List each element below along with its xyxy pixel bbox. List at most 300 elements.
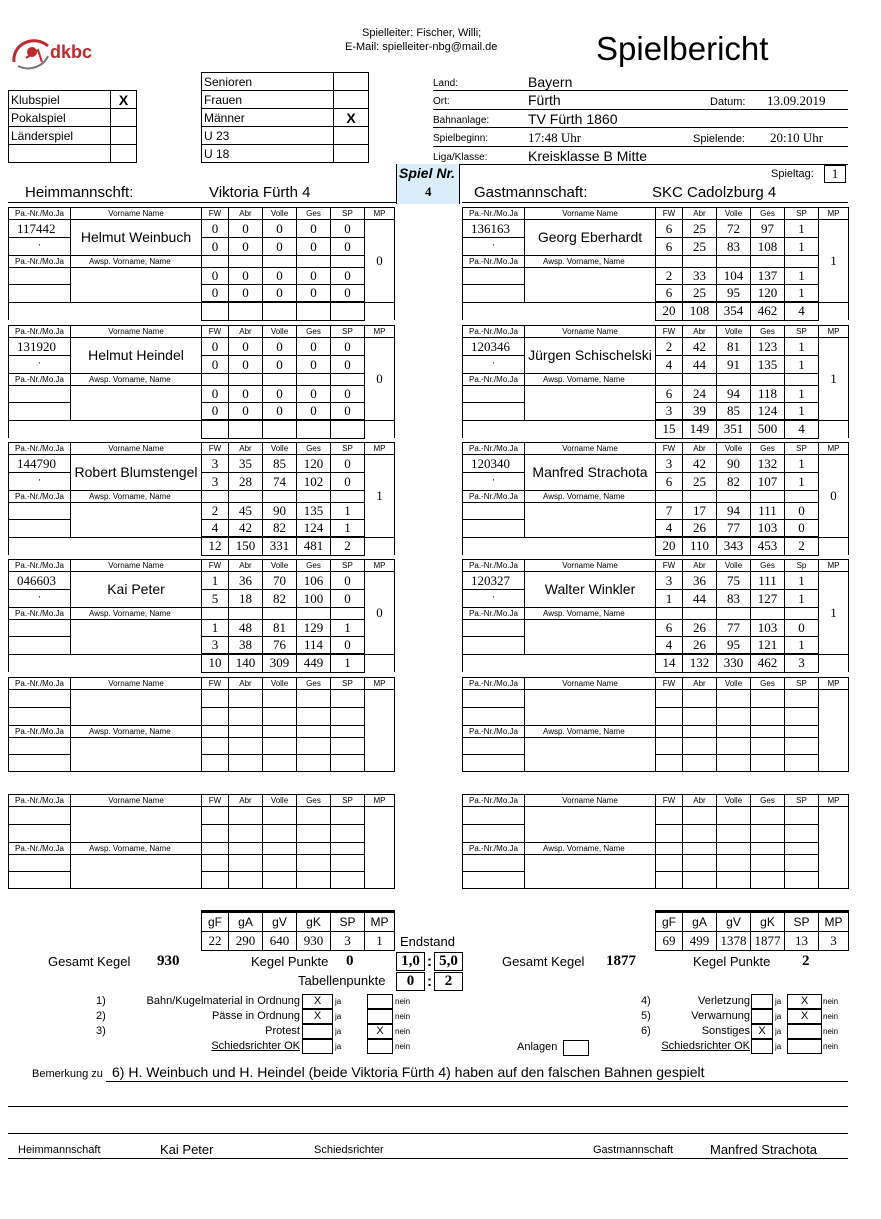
sig-home-name: Kai Peter	[160, 1142, 214, 1157]
pass-header: Pa.-Nr./Mo.Ja	[463, 491, 525, 503]
score-cell	[202, 708, 229, 726]
total-header: gK	[751, 912, 785, 932]
score-cell: 90	[717, 455, 751, 473]
home-gesamt-label: Gesamt Kegel	[48, 954, 131, 969]
score-cell: 0	[331, 338, 365, 356]
check-num: 5)	[641, 1010, 651, 1022]
name-header: Vorname Name	[71, 560, 202, 572]
ges-header: Ges	[751, 795, 785, 807]
score-cell	[785, 690, 819, 708]
score-cell: 0	[331, 238, 365, 256]
check-nein-box[interactable]: X	[367, 1024, 393, 1039]
spacer-cell	[229, 374, 263, 386]
total-cell	[297, 420, 331, 438]
total-cell: 309	[263, 654, 297, 672]
check-nein-box[interactable]	[367, 1039, 393, 1054]
away-player-block	[462, 677, 849, 772]
score-cell	[656, 825, 683, 843]
player-name: Robert Blumstengel	[71, 455, 202, 491]
spacer-cell	[202, 608, 229, 620]
total-cell: 351	[717, 420, 751, 438]
pass-number: 131920	[9, 338, 71, 356]
pass-date	[9, 825, 71, 843]
spacer-cell	[656, 843, 683, 855]
score-cell: 81	[263, 620, 297, 637]
logo-text: dkbc	[50, 42, 93, 62]
score-cell: 2	[202, 503, 229, 520]
abr-header: Abr	[229, 560, 263, 572]
mp-value: 0	[365, 220, 395, 303]
check-ja-box[interactable]	[751, 994, 773, 1009]
pass-header: Pa.-Nr./Mo.Ja	[463, 326, 525, 338]
score-cell: 0	[263, 268, 297, 285]
spacer-cell	[331, 726, 365, 738]
check-nein-box[interactable]	[367, 1009, 393, 1024]
away-team-label: Gastmannschaft:	[474, 184, 588, 201]
score-cell: 81	[717, 338, 751, 356]
check-nein-box[interactable]: X	[787, 994, 822, 1009]
pass-header: Pa.-Nr./Mo.Ja	[463, 795, 525, 807]
total-cell	[331, 420, 365, 438]
pass-number	[9, 807, 71, 825]
empty-cell	[365, 537, 395, 555]
spacer-cell	[656, 491, 683, 503]
volle-header: Volle	[717, 560, 751, 572]
leader-text: Spielleiter: Fischer, Willi;	[362, 27, 482, 39]
score-cell	[331, 755, 365, 772]
score-cell: 42	[683, 455, 717, 473]
awsp-pass	[9, 620, 71, 637]
score-cell	[656, 708, 683, 726]
nein-label: nein	[823, 997, 839, 1006]
ges-header: Ges	[297, 443, 331, 455]
awsp-name	[71, 386, 202, 421]
score-cell: 107	[751, 473, 785, 491]
check-ja-box[interactable]: X	[302, 994, 333, 1009]
ja-label: ja	[775, 1027, 782, 1036]
score-cell: 28	[229, 473, 263, 491]
ja-label: ja	[775, 1012, 782, 1021]
sp-header: SP	[331, 678, 365, 690]
sig-ref-label: Schiedsrichter	[314, 1144, 384, 1156]
pass-date: ,	[463, 590, 525, 608]
check-ja-box[interactable]	[302, 1024, 333, 1039]
fw-header: FW	[656, 560, 683, 572]
spacer-cell	[263, 608, 297, 620]
score-cell	[751, 708, 785, 726]
score-cell	[297, 855, 331, 872]
spiel-nr-value: 4	[425, 184, 432, 199]
anlagen-label: Anlagen	[517, 1041, 558, 1053]
score-cell: 0	[229, 403, 263, 421]
volle-header: Volle	[263, 678, 297, 690]
awsp-pass	[463, 285, 525, 303]
score-cell: 111	[751, 503, 785, 520]
score-cell	[656, 755, 683, 772]
liga-label: Liga/Klasse:	[433, 152, 488, 163]
pass-header: Pa.-Nr./Mo.Ja	[463, 208, 525, 220]
mp-header: MP	[819, 208, 849, 220]
home-player-block	[8, 325, 395, 439]
match-type-label: Länderspiel	[9, 127, 111, 145]
awsp-header: Awsp. Vorname, Name	[525, 726, 656, 738]
score-cell	[331, 825, 365, 843]
away-total-cell: 1877	[751, 932, 785, 951]
player-name: Manfred Strachota	[525, 455, 656, 491]
score-cell: 111	[751, 572, 785, 590]
score-cell	[297, 690, 331, 708]
score-cell: 0	[331, 220, 365, 238]
score-cell: 17	[683, 503, 717, 520]
check-ja-box[interactable]	[751, 1039, 773, 1054]
score-cell: 48	[229, 620, 263, 637]
score-cell: 0	[202, 285, 229, 303]
category-mark: X	[334, 109, 369, 127]
score-cell: 0	[331, 356, 365, 374]
spiel-nr-box	[396, 164, 460, 204]
score-cell: 1	[785, 220, 819, 238]
score-cell: 127	[751, 590, 785, 608]
score-cell: 104	[717, 268, 751, 285]
sig-home-label: Heimmannschaft	[18, 1144, 101, 1156]
spacer-cell	[331, 256, 365, 268]
volle-header: Volle	[717, 795, 751, 807]
abr-header: Abr	[683, 795, 717, 807]
spacer-cell	[229, 256, 263, 268]
score-cell	[751, 807, 785, 825]
endstand-label: Endstand	[400, 934, 455, 949]
check-num: 3)	[96, 1025, 106, 1037]
datum-label: Datum:	[710, 96, 746, 108]
check-ja-box[interactable]	[302, 1039, 333, 1054]
category-mark	[334, 91, 369, 109]
score-cell: 6	[656, 473, 683, 491]
score-cell: 0	[263, 285, 297, 303]
score-cell: 1	[202, 572, 229, 590]
score-cell: 26	[683, 620, 717, 637]
total-cell: 4	[785, 302, 819, 320]
home-team-name: Viktoria Fürth 4	[209, 184, 311, 201]
spacer-cell	[297, 256, 331, 268]
away-gesamt-label: Gesamt Kegel	[502, 954, 585, 969]
fw-header: FW	[202, 443, 229, 455]
score-cell	[683, 690, 717, 708]
awsp-header: Awsp. Vorname, Name	[525, 843, 656, 855]
beginn-value: 17:48 Uhr	[528, 130, 582, 145]
awsp-header: Awsp. Vorname, Name	[71, 491, 202, 503]
total-cell: 343	[717, 537, 751, 555]
nein-label: nein	[823, 1027, 839, 1036]
awsp-pass	[9, 637, 71, 655]
score-cell: 135	[751, 356, 785, 374]
pass-date: ,	[463, 356, 525, 374]
score-cell: 0	[297, 356, 331, 374]
score-cell: 0	[229, 356, 263, 374]
spacer-cell	[751, 608, 785, 620]
score-cell: 0	[331, 572, 365, 590]
score-cell: 0	[785, 503, 819, 520]
away-player-block	[462, 207, 849, 321]
score-cell: 3	[202, 473, 229, 491]
score-cell: 0	[229, 386, 263, 403]
spacer-cell	[229, 843, 263, 855]
score-cell: 0	[229, 268, 263, 285]
score-cell	[263, 755, 297, 772]
total-cell	[297, 302, 331, 320]
pass-header: Pa.-Nr./Mo.Ja	[9, 326, 71, 338]
score-cell: 0	[297, 403, 331, 421]
score-cell: 77	[717, 520, 751, 538]
check-num: 1)	[96, 995, 106, 1007]
spacer-cell	[717, 491, 751, 503]
sig-away-label: Gastmannschaft	[593, 1144, 674, 1156]
pass-header: Pa.-Nr./Mo.Ja	[463, 443, 525, 455]
score-cell: 82	[263, 590, 297, 608]
category-label: Frauen	[202, 91, 334, 109]
check-ja-box[interactable]: X	[302, 1009, 333, 1024]
total-cell: 110	[683, 537, 717, 555]
total-header: gF	[656, 912, 683, 932]
abr-header: Abr	[683, 326, 717, 338]
spacer-cell	[717, 256, 751, 268]
nein-label: nein	[395, 1012, 411, 1021]
check-nein-box[interactable]	[787, 1039, 822, 1054]
total-header: gV	[263, 912, 297, 932]
tab-separator: :	[427, 973, 432, 990]
category-label: Männer	[202, 109, 334, 127]
check-nein-box[interactable]: X	[787, 1009, 822, 1024]
mp-value: 1	[365, 455, 395, 538]
pass-header: Pa.-Nr./Mo.Ja	[9, 208, 71, 220]
total-cell	[202, 420, 229, 438]
score-cell: 0	[202, 356, 229, 374]
score-cell: 1	[331, 503, 365, 520]
spacer-cell	[202, 491, 229, 503]
score-cell	[263, 807, 297, 825]
home-kp-value: 0	[346, 953, 354, 969]
pass-date	[9, 708, 71, 726]
score-cell: 0	[263, 220, 297, 238]
fw-header: FW	[202, 795, 229, 807]
awsp-header: Awsp. Vorname, Name	[525, 256, 656, 268]
score-cell	[263, 825, 297, 843]
total-header: SP	[331, 912, 365, 932]
score-cell: 0	[331, 473, 365, 491]
match-type-mark	[111, 109, 137, 127]
empty-cell	[9, 654, 71, 672]
away-totals-table	[655, 910, 849, 951]
score-cell: 0	[331, 455, 365, 473]
score-cell: 3	[202, 637, 229, 655]
score-cell: 1	[785, 403, 819, 421]
nein-label: nein	[395, 997, 411, 1006]
liga-value: Kreisklasse B Mitte	[528, 148, 648, 164]
score-cell: 0	[785, 520, 819, 538]
awsp-pass	[463, 872, 525, 889]
anlagen-checkbox[interactable]	[563, 1040, 589, 1056]
check-num: 6)	[641, 1025, 651, 1037]
total-cell: 500	[751, 420, 785, 438]
empty-cell	[365, 420, 395, 438]
category-mark	[334, 127, 369, 145]
score-cell	[785, 708, 819, 726]
total-cell: 15	[656, 420, 683, 438]
ort-value: Fürth	[528, 92, 561, 108]
tab-away: 2	[434, 972, 463, 991]
pass-number: 144790	[9, 455, 71, 473]
nein-label: nein	[823, 1042, 839, 1051]
spacer-cell	[331, 843, 365, 855]
away-player-block	[462, 794, 849, 889]
pass-date	[463, 708, 525, 726]
awsp-name	[71, 268, 202, 303]
score-cell	[656, 807, 683, 825]
player-name	[71, 807, 202, 843]
awsp-pass	[9, 503, 71, 520]
away-player-block	[462, 442, 849, 556]
score-cell: 85	[717, 403, 751, 421]
score-cell: 1	[785, 637, 819, 655]
volle-header: Volle	[263, 795, 297, 807]
score-cell: 25	[683, 238, 717, 256]
score-cell	[202, 690, 229, 708]
total-cell: 149	[683, 420, 717, 438]
score-cell	[656, 738, 683, 755]
score-cell: 100	[297, 590, 331, 608]
ja-label: ja	[775, 1042, 782, 1051]
pass-number	[9, 690, 71, 708]
score-cell	[297, 807, 331, 825]
awsp-header: Awsp. Vorname, Name	[71, 843, 202, 855]
empty-cell	[819, 420, 849, 438]
empty-cell	[71, 420, 202, 438]
pass-header: Pa.-Nr./Mo.Ja	[9, 374, 71, 386]
pass-header: Pa.-Nr./Mo.Ja	[463, 560, 525, 572]
awsp-pass	[9, 285, 71, 303]
total-cell: 12	[202, 537, 229, 555]
pass-number: 120340	[463, 455, 525, 473]
score-cell: 108	[751, 238, 785, 256]
score-cell: 82	[263, 520, 297, 538]
total-cell: 331	[263, 537, 297, 555]
check-label: Verwarnung	[691, 1010, 750, 1022]
abr-header: Abr	[683, 208, 717, 220]
abr-header: Abr	[229, 443, 263, 455]
fw-header: FW	[202, 208, 229, 220]
away-total-cell: 1378	[717, 932, 751, 951]
score-cell: 102	[297, 473, 331, 491]
player-name	[525, 690, 656, 726]
away-team-name: SKC Cadolzburg 4	[652, 184, 777, 201]
empty-cell	[525, 537, 656, 555]
score-cell	[229, 708, 263, 726]
spacer-cell	[229, 726, 263, 738]
awsp-name	[525, 620, 656, 655]
score-away: 5,0	[434, 952, 463, 971]
score-cell: 0	[202, 386, 229, 403]
awsp-pass	[9, 855, 71, 872]
volle-header: Volle	[263, 326, 297, 338]
spacer-cell	[229, 608, 263, 620]
score-cell: 44	[683, 356, 717, 374]
awsp-pass	[9, 520, 71, 538]
awsp-name	[71, 855, 202, 889]
home-player-block	[8, 677, 395, 772]
score-cell: 1	[785, 285, 819, 303]
mp-header: MP	[819, 443, 849, 455]
awsp-pass	[9, 872, 71, 889]
spacer-cell	[785, 608, 819, 620]
spacer-cell	[263, 374, 297, 386]
score-cell: 97	[751, 220, 785, 238]
spacer-cell	[297, 491, 331, 503]
score-cell: 94	[717, 503, 751, 520]
ja-label: ja	[335, 1027, 342, 1036]
fw-header: FW	[202, 326, 229, 338]
score-cell	[331, 690, 365, 708]
awsp-pass	[463, 403, 525, 421]
score-cell	[229, 872, 263, 889]
score-cell: 42	[683, 338, 717, 356]
pass-date: ,	[9, 238, 71, 256]
check-ja-box[interactable]: X	[751, 1024, 773, 1039]
spacer-cell	[202, 374, 229, 386]
match-type-label: Klubspiel	[9, 91, 111, 109]
spacer-cell	[297, 374, 331, 386]
pass-date: ,	[9, 590, 71, 608]
awsp-header: Awsp. Vorname, Name	[71, 256, 202, 268]
score-cell: 6	[656, 238, 683, 256]
total-cell	[263, 420, 297, 438]
awsp-header: Awsp. Vorname, Name	[525, 374, 656, 386]
awsp-pass	[463, 620, 525, 637]
player-name: Kai Peter	[71, 572, 202, 608]
score-cell: 75	[717, 572, 751, 590]
fw-header: FW	[202, 678, 229, 690]
score-cell: 6	[656, 220, 683, 238]
pass-header: Pa.-Nr./Mo.Ja	[9, 678, 71, 690]
total-cell: 1	[331, 654, 365, 672]
ges-header: Ges	[751, 208, 785, 220]
name-header: Vorname Name	[71, 795, 202, 807]
mp-value: 1	[819, 220, 849, 303]
score-cell: 91	[717, 356, 751, 374]
check-nein-box[interactable]	[787, 1024, 822, 1039]
score-cell	[717, 807, 751, 825]
total-cell: 20	[656, 302, 683, 320]
check-nein-box[interactable]	[367, 994, 393, 1009]
score-cell: 44	[683, 590, 717, 608]
score-cell: 129	[297, 620, 331, 637]
tabellen-label: Tabellenpunkte	[298, 973, 386, 988]
check-ja-box[interactable]	[751, 1009, 773, 1024]
category-label: U 23	[202, 127, 334, 145]
score-cell	[785, 872, 819, 889]
score-cell: 121	[751, 637, 785, 655]
awsp-pass	[9, 738, 71, 755]
empty-cell	[9, 420, 71, 438]
remark-label: Bemerkung zu	[32, 1068, 103, 1080]
score-cell	[263, 690, 297, 708]
pass-header: Pa.-Nr./Mo.Ja	[463, 726, 525, 738]
sp-header: SP	[331, 560, 365, 572]
total-header: gV	[717, 912, 751, 932]
score-cell: 0	[229, 285, 263, 303]
spacer-cell	[683, 843, 717, 855]
score-cell: 5	[202, 590, 229, 608]
empty-cell	[463, 420, 525, 438]
fw-header: FW	[202, 560, 229, 572]
